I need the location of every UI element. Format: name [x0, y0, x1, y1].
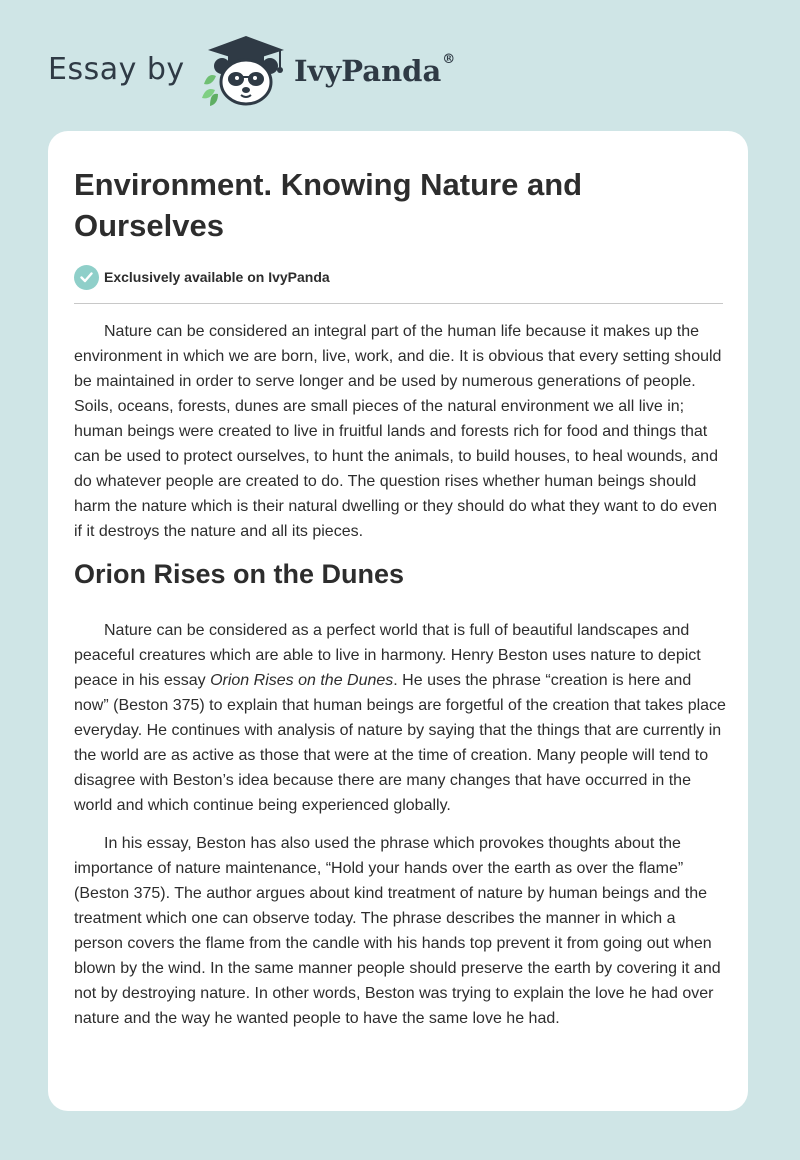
exclusive-badge — [74, 264, 330, 290]
checkmark-icon — [74, 265, 99, 290]
page-title: Environment. Knowing Nature and Ourselves — [74, 167, 583, 243]
essay-body — [74, 319, 726, 1044]
intro-paragraph: Nature can be considered an integral part of the human life because it makes up the environment in which we are born, live, work, and die. It is obvious that every setting should be maintained in order to serve longer and be used by numerous generations of people. Soils, oceans, forests, dunes are small pieces of the natural environment we all live in; human beings were created to live in fruitful lands and forests rich for food and things that can be used to protect ourselves, to hunt the animals, to build houses, to heal wounds, and do whatever people are created to do. The question rises whether human beings should harm the nature which is their natural dwelling or they should do what they want to do even if it destroys the nature and all its pieces. — [74, 323, 722, 540]
brand-name: IvyPanda — [294, 54, 442, 88]
divider — [74, 303, 723, 304]
body-paragraph — [74, 618, 726, 818]
brand-wordmark[interactable] — [294, 54, 455, 88]
registered-mark: ® — [442, 52, 456, 67]
body-paragraph: In his essay, Beston has also used the phrase which provokes thoughts about the importance of nature maintenance, “Hold your hands over the earth as over the flame” (Beston 375). The author argues about kind treatment of nature by human beings and the treatment which one can observe today. The phrase describes the manner in which a person covers the flame from the candle with his hands top prevent it from going out when blown by the wind. In the same manner people should preserve the earth by covering it and not by destroying nature. In other words, Beston was trying to explain the love he had over nature and the way he wanted people to have the same love he had. — [74, 835, 721, 1027]
badge-label: Exclusively available on IvyPanda — [104, 269, 330, 285]
paragraph-text: Nature can be considered as a perfect world that is full of beautiful landscapes and peaceful creatures which are able to live in harmony. Henry Beston uses nature to depict peace in his essay — [74, 622, 701, 689]
section-heading: Orion Rises on the Dunes — [74, 559, 405, 589]
essay-by-label: Essay by — [48, 52, 185, 87]
site-header — [48, 28, 548, 118]
essay-title-italic: Orion Rises on the Dunes — [210, 672, 394, 689]
paragraph-text: . He uses the phrase “creation is here and now” (Beston 375) to explain that human beings are forgetful of the creation that takes place everyday. He continues with analysis of nature by saying that the things that are currently in the world are as active as those that were at the time of creation. Many people will tend to disagree with Beston’s idea because there are many changes that have occurred in the world and which continue being experienced globally. — [74, 672, 726, 814]
essay-card — [48, 131, 748, 1111]
panda-graduate-icon[interactable] — [198, 28, 290, 108]
